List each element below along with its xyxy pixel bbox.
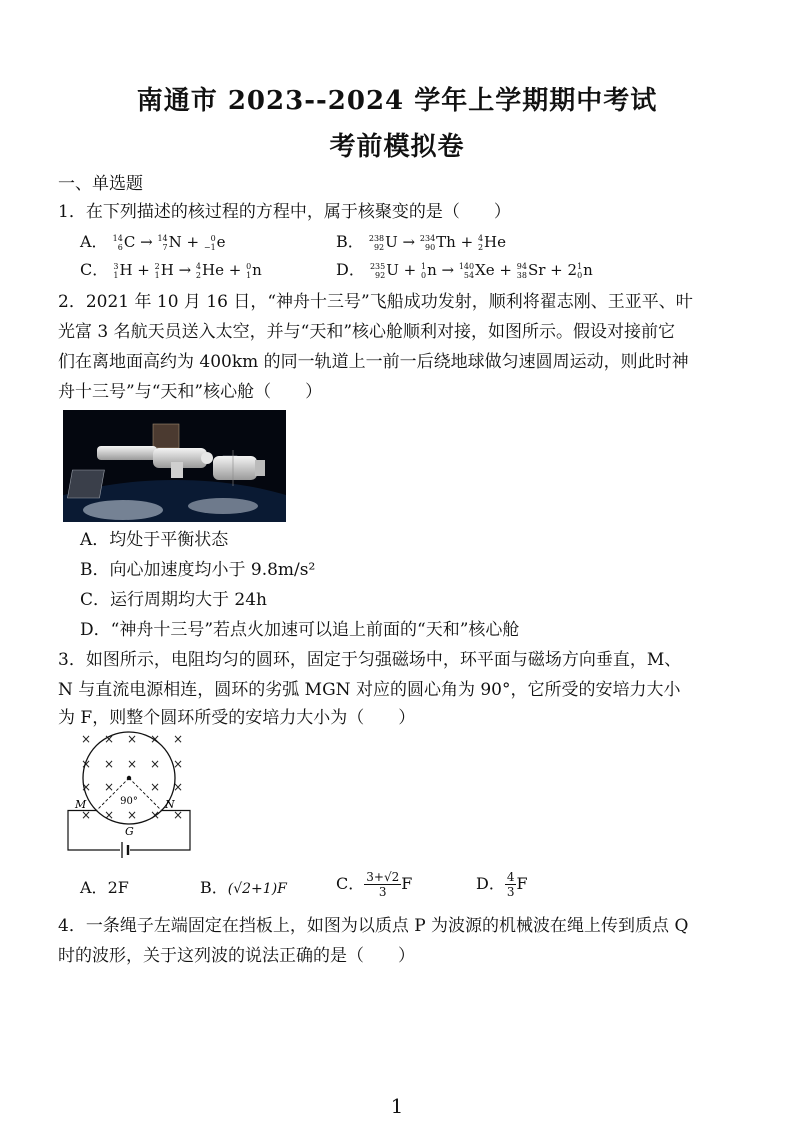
question-1-option-d (336, 258, 593, 282)
field-mark: × (149, 732, 161, 746)
field-mark: × (149, 757, 161, 771)
option-c-label: C． (336, 874, 365, 893)
nuclear-equation-a: 14 6 C → 14 7 N + 0 −1 e (112, 233, 226, 252)
field-mark: × (126, 808, 138, 822)
angle-label: 90° (120, 796, 138, 807)
option-c-label: C． (80, 260, 109, 279)
option-b-label: B． (200, 878, 228, 897)
field-mark: × (80, 757, 92, 771)
field-mark: × (172, 780, 184, 794)
question-3-line-2: N 与直流电源相连，圆环的劣弧 MGN 对应的圆心角为 90°，它所受的安培力大小 (58, 680, 681, 700)
option-b-value: (√2+1)F (227, 881, 287, 897)
question-1-option-b (336, 230, 506, 254)
question-1-option-c (80, 258, 262, 282)
question-3-line-1: 3．如图所示，电阻均匀的圆环，固定于匀强磁场中，环平面与磁场方向垂直，M、 (58, 650, 682, 670)
nuclear-equation-b: 238 92 U → 234 90 Th + 4 2 He (368, 233, 507, 252)
fraction-d (505, 870, 517, 899)
page-title: 南通市 2023--2024 学年上学期期中考试 (136, 86, 658, 116)
fraction-c (364, 870, 401, 899)
ring-circuit-figure (62, 726, 198, 862)
field-mark: × (172, 757, 184, 771)
label-g: G (125, 825, 134, 838)
fraction-c-denominator: 3 (378, 885, 387, 899)
option-d-label: D． (336, 260, 365, 279)
page-number: 1 (390, 1094, 404, 1118)
question-3-option-c (336, 870, 412, 899)
option-b-label: B． (336, 232, 364, 251)
question-1-option-a (80, 230, 226, 254)
question-2-option-b: B．向心加速度均小于 9.8m/s² (80, 560, 316, 580)
space-station-photo (63, 410, 286, 522)
label-n: N (165, 798, 175, 811)
fraction-c-numerator: 3+√2 (366, 870, 400, 884)
option-c-unit: F (401, 874, 413, 893)
page-subtitle: 考前模拟卷 (329, 132, 465, 162)
section-heading: 一、单选题 (58, 174, 143, 194)
field-mark: × (126, 757, 138, 771)
question-4-line-1: 4．一条绳子左端固定在挡板上，如图为以质点 P 为波源的机械波在绳上传到质点 Q (58, 916, 689, 936)
field-mark: × (172, 808, 184, 822)
nuclear-equation-c: 3 1 H + 2 1 H → 4 2 He + 0 1 n (113, 261, 262, 280)
fraction-d-denominator: 3 (506, 885, 515, 899)
field-mark: × (103, 780, 115, 794)
field-mark: × (149, 808, 161, 822)
question-2-option-d: D．“神舟十三号”若点火加速可以追上前面的“天和”核心舱 (80, 620, 520, 640)
option-d-unit: F (516, 874, 528, 893)
option-d-label: D． (476, 874, 505, 893)
question-1-stem: 1．在下列描述的核过程的方程中，属于核聚变的是（ ） (58, 202, 511, 222)
label-m: M (75, 798, 87, 811)
fraction-d-numerator: 4 (506, 870, 515, 884)
question-4-line-2: 时的波形，关于这列波的说法正确的是（ ） (58, 946, 415, 966)
field-mark: × (149, 780, 161, 794)
field-mark: × (80, 780, 92, 794)
question-3-option-b (200, 876, 287, 901)
question-2-option-a: A．均处于平衡状态 (80, 530, 229, 550)
option-a-value: 2F (107, 878, 129, 897)
question-2-line-4: 舟十三号”与“天和”核心舱（ ） (58, 382, 323, 402)
option-a-label: A． (80, 878, 108, 897)
question-2-option-c: C．运行周期均大于 24h (80, 590, 267, 610)
field-mark: × (172, 732, 184, 746)
question-3-line-3: 为 F，则整个圆环所受的安培力大小为（ ） (58, 708, 416, 728)
question-2-line-2: 光富 3 名航天员送入太空，并与“天和”核心舱顺利对接，如图所示。假设对接前它 (58, 322, 676, 342)
field-mark: × (103, 808, 115, 822)
field-mark: × (103, 732, 115, 746)
nuclear-equation-d: 235 92 U + 1 0 n → 140 54 Xe + 94 38 Sr + 2 1 0 n (369, 261, 593, 280)
option-a-label: A． (80, 232, 108, 251)
question-2-line-1: 2．2021 年 10 月 16 日，“神舟十三号”飞船成功发射，顺利将翟志刚、王亚平、叶 (58, 292, 693, 312)
question-2-line-3: 们在离地面高约为 400km 的同一轨道上一前一后绕地球做匀速圆周运动，则此时神 (58, 352, 689, 372)
field-mark: × (80, 732, 92, 746)
field-mark: × (126, 732, 138, 746)
question-3-option-d (476, 870, 528, 899)
field-mark: × (103, 757, 115, 771)
field-mark: × (80, 808, 92, 822)
question-3-option-a (80, 876, 129, 900)
